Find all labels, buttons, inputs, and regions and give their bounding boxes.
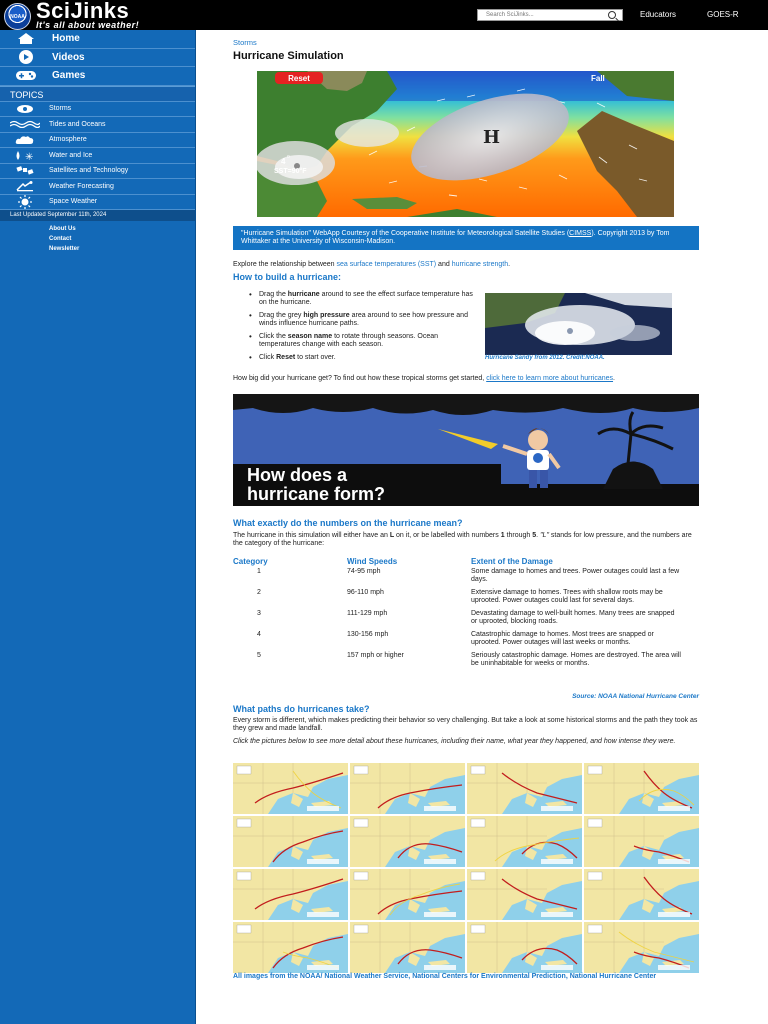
hurricane-path-map[interactable] <box>584 763 699 814</box>
nav-games[interactable]: Games <box>0 67 195 86</box>
nav-videos[interactable]: Videos <box>0 49 195 68</box>
storm-category: 4 <box>281 157 286 166</box>
svg-text:✳: ✳ <box>24 151 33 161</box>
main-content <box>233 30 699 980</box>
sidebar <box>0 30 196 1024</box>
how-big-text: How big did your hurricane get? To find out how these tropical storms get started, click here to learn more about hurricanes. <box>233 375 615 382</box>
paths-text: Every storm is different, which makes predicting their behavior so very challenging. But take a look at some historical storms and the path they took as they grew and made landfall. <box>233 717 698 732</box>
simulation-credit: "Hurricane Simulation" WebApp Courtesy of the Cooperative Institute for Meteorological Satellite Studies (CIMSS). Copyright 2013 by Tom Whittaker at the University of Wisconsin-Madison. <box>233 226 699 250</box>
hurricane-path-map[interactable] <box>467 869 582 920</box>
numbers-text: The hurricane in this simulation will either have an L on it, or be labelled with numbers 1 through 5. "L" stands for low pressure, and the numbers are the category of the hurricane: <box>233 532 692 547</box>
column-header: Extent of the Damage <box>471 556 553 566</box>
hurricane-sandy-image <box>485 293 672 355</box>
hurricane-path-map[interactable] <box>233 763 348 814</box>
topic-water-and-ice[interactable]: ✳ Water and Ice <box>0 148 195 164</box>
reset-button[interactable]: Reset <box>288 74 310 83</box>
category-table <box>233 554 699 673</box>
hurricane-video-banner[interactable] <box>233 394 699 506</box>
build-steps <box>233 291 473 368</box>
topic-satellites-and-technology[interactable]: Satellites and Technology <box>0 164 195 180</box>
home-icon <box>0 32 52 45</box>
list-item: • Click Reset to start over. <box>233 354 473 362</box>
hurricane-path-map[interactable] <box>350 763 465 814</box>
last-updated: Last Updated September 11th, 2024 <box>0 210 195 221</box>
cloud-icon <box>0 135 49 145</box>
sandy-caption: Hurricane Sandy from 2012. Credit:NOAA. <box>485 355 605 361</box>
site-logo[interactable] <box>4 2 139 30</box>
forecast-icon <box>0 181 49 192</box>
table-row: 5 157 mph or higher Seriously catastrophic damage. Homes are destroyed. The area will be uninhabitable for weeks or months. <box>257 652 681 667</box>
topic-tides-and-oceans[interactable]: Tides and Oceans <box>0 117 195 133</box>
hurricane-path-map[interactable] <box>233 816 348 867</box>
noaa-logo-icon[interactable]: NOAA <box>4 3 31 30</box>
high-pressure-label[interactable]: H <box>483 127 501 148</box>
satellite-icon <box>0 165 49 176</box>
table-row: 2 96-110 mph Extensive damage to homes. Trees with shallow roots may be uprooted. Power outages could last for several days. <box>257 589 663 604</box>
numbers-heading: What exactly do the numbers on the hurricane mean? <box>233 518 463 528</box>
hurricane-path-map[interactable] <box>584 869 699 920</box>
newsletter-link[interactable]: Newsletter <box>49 246 80 252</box>
topic-weather-forecasting[interactable]: Weather Forecasting <box>0 179 195 195</box>
about-us-link[interactable]: About Us <box>49 226 76 232</box>
topics-heading: TOPICS <box>0 87 195 102</box>
hurricane-path-map[interactable] <box>233 869 348 920</box>
main-nav <box>0 30 195 87</box>
hurricane-path-map[interactable] <box>233 922 348 973</box>
play-icon <box>0 50 52 64</box>
column-header: Category <box>233 556 268 566</box>
list-item: • Click the season name to rotate through seasons. Ocean temperatures change with each season. <box>233 333 473 348</box>
video-title-line2: hurricane form? <box>247 484 386 504</box>
paths-heading: What paths do hurricanes take? <box>233 704 370 714</box>
goes-r-link[interactable]: GOES-R <box>707 10 739 19</box>
paths-instructions: Click the pictures below to see more detail about these hurricanes, including their name, what year they happened, and how intense they were. <box>233 738 676 745</box>
list-item: • Drag the hurricane around to see the effect surface temperature has on the hurricane. <box>233 291 473 306</box>
hurricane-path-map[interactable] <box>350 869 465 920</box>
video-title-line1: How does a <box>247 465 348 485</box>
hurricane-path-gallery <box>233 763 699 971</box>
hurricane-strength-link[interactable]: hurricane strength <box>451 261 509 268</box>
table-source: Source: NOAA National Hurricane Center <box>572 693 699 700</box>
column-header: Wind Speeds <box>347 556 398 566</box>
gamepad-icon <box>0 70 52 81</box>
hurricane-path-map[interactable] <box>584 816 699 867</box>
breadcrumb[interactable]: Storms <box>233 38 257 47</box>
hurricane-simulation[interactable] <box>257 71 674 217</box>
table-row: 3 111-129 mph Devastating damage to well-built homes. Many trees are snapped or uprooted, blocking roads. <box>257 610 675 625</box>
hurricane-icon <box>0 104 49 114</box>
nav-home[interactable]: Home <box>0 30 195 49</box>
build-heading: How to build a hurricane: <box>233 272 342 282</box>
search-icon[interactable] <box>608 11 616 19</box>
waves-icon <box>0 120 49 128</box>
table-header-row <box>233 554 699 568</box>
hurricane-path-map[interactable] <box>467 763 582 814</box>
season-button[interactable]: Fall <box>591 74 605 83</box>
hurricane-path-map[interactable] <box>584 922 699 973</box>
topic-storms[interactable]: Storms <box>0 102 195 118</box>
table-row: 4 130-156 mph Catastrophic damage to homes. Most trees are snapped or uprooted. Power outages will last weeks or months. <box>257 631 654 646</box>
sst-link[interactable]: sea surface temperatures (SST) <box>336 261 437 268</box>
learn-more-hurricanes-link[interactable]: click here to learn more about hurricanes <box>486 375 614 382</box>
cimss-link[interactable]: CIMSS <box>569 230 592 237</box>
sidebar-footer-links <box>0 221 195 254</box>
educators-link[interactable]: Educators <box>640 10 677 19</box>
site-tagline: It's all about weather! <box>36 20 140 30</box>
hurricane-path-map[interactable] <box>467 816 582 867</box>
site-title[interactable]: SciJinks <box>36 0 130 23</box>
svg-text:o: o <box>287 154 290 160</box>
table-row: 1 74-95 mph Some damage to homes and trees. Power outages could last a few days. <box>257 568 680 583</box>
topic-atmosphere[interactable]: Atmosphere <box>0 133 195 149</box>
search-input[interactable]: Search SciJinks... <box>477 9 623 21</box>
hurricane-path-map[interactable] <box>350 922 465 973</box>
top-bar <box>0 0 768 30</box>
sun-icon <box>0 195 49 209</box>
hurricane-path-map[interactable] <box>467 922 582 973</box>
page-title: Hurricane Simulation <box>233 50 344 62</box>
explore-text: Explore the relationship between sea surface temperatures (SST) and hurricane strength. <box>233 261 511 268</box>
hurricane-path-map[interactable] <box>350 816 465 867</box>
topic-space-weather[interactable]: Space Weather <box>0 195 195 211</box>
list-item: • Drag the grey high pressure area around to see how pressure and winds influence hurricane paths. <box>233 312 473 327</box>
snowflake-icon <box>0 150 49 161</box>
contact-link[interactable]: Contact <box>49 236 72 242</box>
maps-credit: All images from the NOAA/ National Weather Service, National Centers for Environmental Prediction, National Hurricane Center <box>233 973 657 980</box>
sst-readout: SST=90°F <box>274 168 307 175</box>
